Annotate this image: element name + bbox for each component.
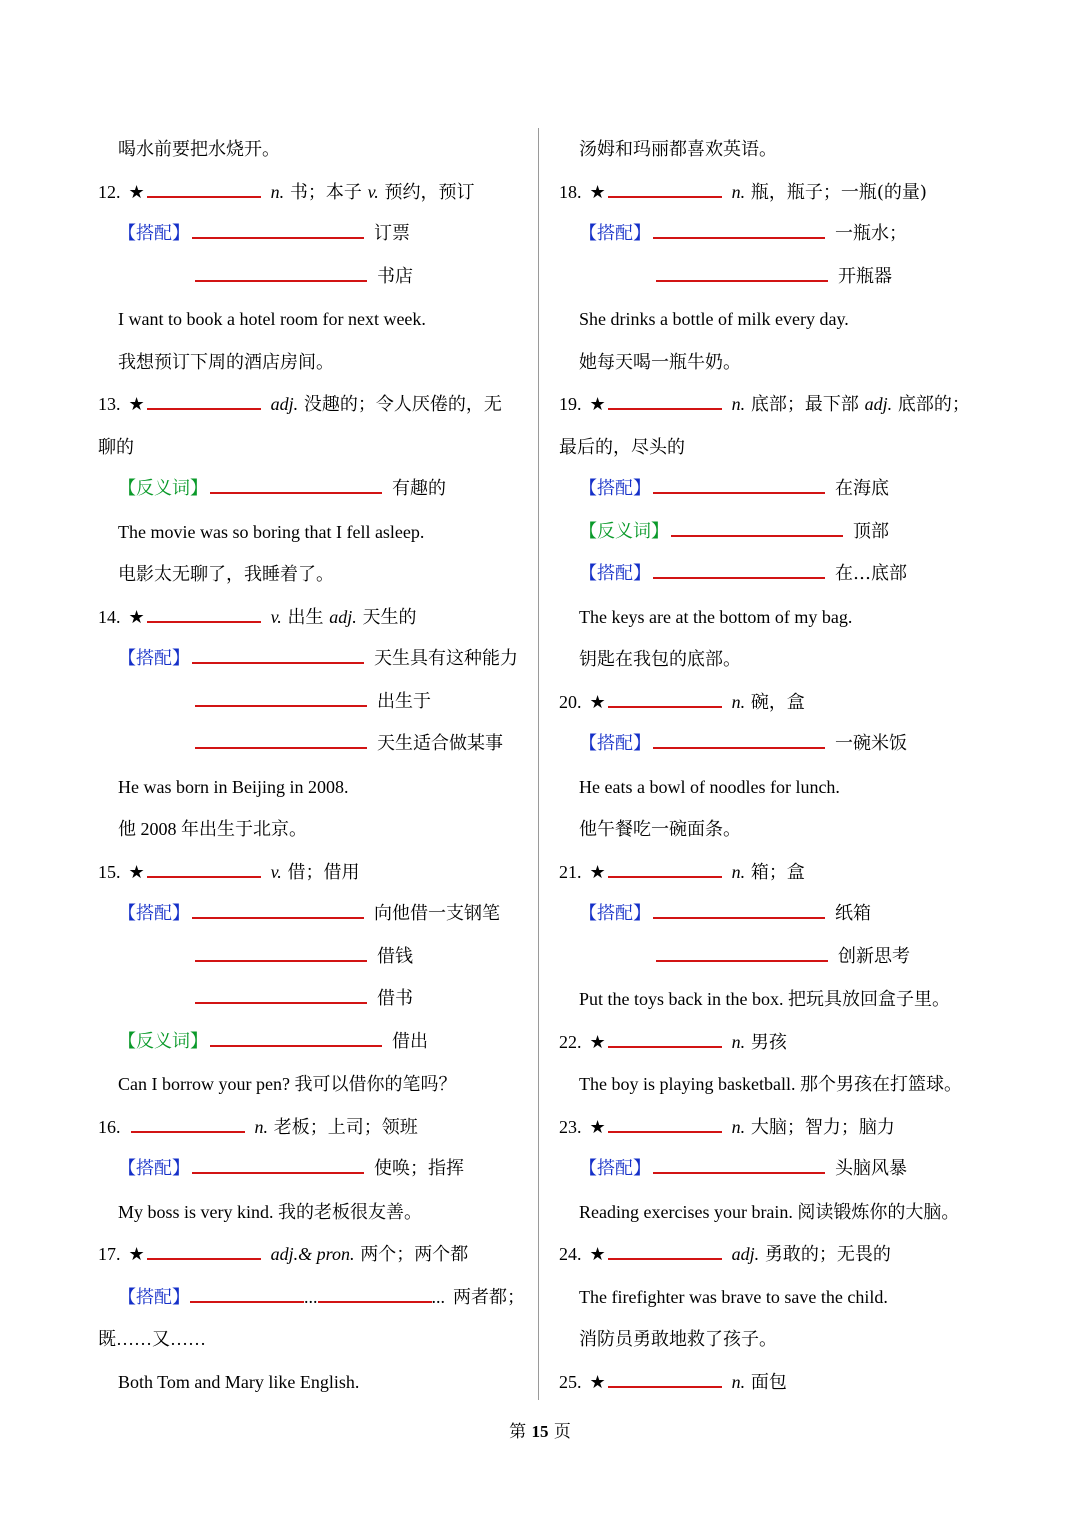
- entry-head: [559, 851, 999, 894]
- entry-head: [98, 851, 538, 894]
- text-line: [559, 1318, 999, 1361]
- ellipsis: ...: [304, 1286, 318, 1307]
- entry-head: [559, 383, 999, 426]
- part-of-speech: n.: [270, 181, 285, 202]
- left-column: [98, 128, 538, 1403]
- part-of-speech: adj.: [864, 394, 893, 414]
- meaning: 一瓶水；: [835, 223, 907, 244]
- text-line: [98, 426, 538, 469]
- collocation-line: [98, 1021, 538, 1064]
- part-of-speech: adj.: [731, 1244, 760, 1264]
- definition: 底部；最下部: [745, 394, 865, 415]
- word-blank[interactable]: [608, 858, 722, 878]
- meaning: 创新思考: [838, 945, 910, 967]
- star-icon: ★: [589, 394, 606, 415]
- word-blank[interactable]: [608, 688, 722, 708]
- entry-number: 15.: [98, 861, 121, 882]
- meaning: 出生于: [377, 690, 431, 712]
- text-line: [559, 298, 999, 341]
- collocation-tag: 【搭配】: [118, 648, 190, 669]
- line-text: Put the toys back in the box. 把玩具放回盒子里。: [579, 989, 950, 1009]
- meaning: 纸箱: [835, 903, 871, 924]
- collocation-line: [559, 1148, 999, 1191]
- definition: 书；本子: [284, 181, 368, 203]
- collocation-line: [98, 468, 538, 511]
- meaning: 一碗米饭: [835, 733, 907, 754]
- answer-blank[interactable]: [210, 1027, 382, 1047]
- line-text: My boss is very kind. 我的老板很友善。: [118, 1201, 423, 1222]
- text-line: [559, 426, 999, 469]
- text-line: [98, 808, 538, 851]
- star-icon: ★: [128, 861, 145, 883]
- collocation-line: [559, 723, 999, 766]
- meaning: 顶部: [853, 520, 889, 542]
- line-text: Both Tom and Mary like English.: [118, 1371, 360, 1392]
- entry-head: [98, 1106, 538, 1149]
- part-of-speech: n.: [254, 1116, 268, 1137]
- entry-number: 18.: [559, 181, 582, 202]
- entry-head: [98, 1233, 538, 1276]
- antonym-tag: 【反义词】: [118, 1030, 208, 1052]
- antonym-tag: 【反义词】: [118, 478, 208, 499]
- definition: 借；借用: [281, 861, 360, 883]
- answer-blank[interactable]: [195, 687, 367, 707]
- line-text: 聊的: [98, 436, 134, 457]
- star-icon: ★: [128, 394, 145, 415]
- meaning: 借出: [392, 1030, 428, 1052]
- word-blank[interactable]: [608, 1028, 722, 1048]
- line-text: The boy is playing basketball. 那个男孩在打篮球。: [579, 1074, 962, 1094]
- text-line: [559, 766, 999, 809]
- line-text: He eats a bowl of noodles for lunch.: [579, 776, 840, 797]
- answer-blank[interactable]: [192, 219, 364, 239]
- collocation-tag: 【搭配】: [579, 1158, 651, 1179]
- answer-blank[interactable]: [195, 984, 367, 1004]
- word-blank[interactable]: [608, 178, 722, 198]
- text-line: [98, 341, 538, 384]
- entry-head: [98, 171, 538, 214]
- star-icon: ★: [589, 1031, 606, 1053]
- meaning: 开瓶器: [838, 265, 892, 287]
- part-of-speech: v.: [367, 181, 379, 202]
- text-line: [98, 298, 538, 341]
- word-blank[interactable]: [147, 603, 261, 623]
- text-line: [98, 1063, 538, 1106]
- text-line: [98, 766, 538, 809]
- part-of-speech: n.: [731, 861, 746, 882]
- part-of-speech: n.: [731, 1116, 746, 1137]
- star-icon: ★: [589, 861, 606, 883]
- collocation-line: [559, 213, 999, 256]
- answer-blank[interactable]: [195, 262, 367, 282]
- collocation-line: [98, 638, 538, 681]
- collocation-line: [98, 681, 538, 724]
- line-text: He was born in Beijing in 2008.: [118, 776, 349, 797]
- meaning: 有趣的: [392, 478, 446, 499]
- word-blank[interactable]: [608, 1368, 722, 1388]
- meaning: 借书: [377, 988, 413, 1009]
- text-line: [559, 1276, 999, 1319]
- collocation-tag: 【搭配】: [579, 563, 651, 584]
- star-icon: ★: [589, 1116, 606, 1138]
- meaning: 使唤；指挥: [374, 1158, 464, 1179]
- word-blank[interactable]: [608, 1240, 722, 1260]
- meaning: 天生具有这种能力: [374, 648, 518, 669]
- part-of-speech: adj.& pron.: [270, 1244, 355, 1264]
- star-icon: ★: [128, 606, 145, 628]
- entry-number: 21.: [559, 861, 582, 882]
- line-text: 他 2008 年出生于北京。: [118, 819, 307, 839]
- definition: 天生的: [356, 606, 417, 628]
- antonym-tag: 【反义词】: [579, 520, 669, 542]
- line-text: 我想预订下周的酒店房间。: [118, 351, 334, 372]
- collocation-line: [98, 936, 538, 979]
- answer-blank[interactable]: [210, 474, 382, 494]
- collocation-tag: 【搭配】: [579, 903, 651, 924]
- entry-head: [559, 171, 999, 214]
- meaning: 两者都；: [453, 1286, 525, 1308]
- text-line: [559, 341, 999, 384]
- answer-blank[interactable]: [192, 899, 364, 919]
- text-line: [98, 511, 538, 554]
- text-line: [98, 1361, 538, 1404]
- entry-head: [559, 1106, 999, 1149]
- part-of-speech: n.: [731, 691, 746, 712]
- part-of-speech: n.: [731, 394, 746, 414]
- answer-blank[interactable]: [190, 1283, 304, 1303]
- collocation-line: [98, 213, 538, 256]
- star-icon: ★: [128, 1244, 145, 1265]
- column-divider: [538, 128, 539, 1400]
- collocation-tag: 【搭配】: [118, 903, 190, 924]
- answer-blank[interactable]: [318, 1283, 432, 1303]
- collocation-line: [559, 468, 999, 511]
- definition: 底部的；: [892, 394, 970, 415]
- text-line: [98, 1191, 538, 1234]
- line-text: 他午餐吃一碗面条。: [579, 819, 741, 839]
- collocation-tag: 【搭配】: [118, 1158, 190, 1179]
- part-of-speech: v.: [270, 606, 282, 627]
- collocation-tag: 【搭配】: [579, 733, 651, 754]
- line-text: 消防员勇敢地救了孩子。: [579, 1329, 777, 1349]
- answer-blank[interactable]: [653, 729, 825, 749]
- line-text: 电影太无聊了，我睡着了。: [118, 564, 334, 584]
- entry-head: [559, 1021, 999, 1064]
- star-icon: ★: [128, 181, 145, 203]
- meaning: 在…底部: [835, 563, 907, 584]
- entry-number: 13.: [98, 394, 121, 414]
- collocation-line: [98, 723, 538, 766]
- text-line: [559, 808, 999, 851]
- part-of-speech: n.: [731, 1371, 746, 1392]
- definition: 碗，盒: [745, 691, 805, 713]
- right-column: [559, 128, 999, 1403]
- meaning: 在海底: [835, 478, 889, 499]
- line-text: She drinks a bottle of milk every day.: [579, 309, 849, 329]
- entry-number: 25.: [559, 1371, 582, 1392]
- definition: 两个；两个都: [354, 1244, 469, 1265]
- definition: 老板；上司；领班: [268, 1116, 418, 1138]
- meaning: 天生适合做某事: [377, 733, 503, 754]
- text-line: [559, 638, 999, 681]
- answer-blank[interactable]: [653, 474, 825, 494]
- line-text: I want to book a hotel room for next week.: [118, 309, 426, 329]
- entry-head: [98, 383, 538, 426]
- answer-blank[interactable]: [653, 559, 825, 579]
- collocation-line: [559, 553, 999, 596]
- entry-number: 20.: [559, 691, 582, 712]
- word-blank[interactable]: [147, 390, 261, 410]
- collocation-line: [559, 256, 999, 299]
- word-blank[interactable]: [147, 1240, 261, 1260]
- collocation-line: [98, 256, 538, 299]
- star-icon: ★: [589, 691, 606, 713]
- answer-blank[interactable]: [192, 644, 364, 664]
- collocation-line: [98, 1276, 538, 1319]
- entry-number: 17.: [98, 1244, 121, 1264]
- line-text: 汤姆和玛丽都喜欢英语。: [579, 139, 777, 159]
- page-number: 15: [531, 1422, 549, 1441]
- part-of-speech: n.: [731, 181, 746, 202]
- definition: 出生: [281, 606, 330, 628]
- entry-head: [559, 1361, 999, 1404]
- text-line: [559, 1191, 999, 1234]
- collocation-tag: 【搭配】: [118, 223, 190, 244]
- definition: 大脑；智力；脑力: [745, 1116, 895, 1138]
- footer-suffix: 页: [553, 1422, 571, 1442]
- entry-head: [559, 681, 999, 724]
- collocation-tag: 【搭配】: [579, 478, 651, 499]
- part-of-speech: adj.: [270, 394, 299, 414]
- answer-blank[interactable]: [656, 942, 828, 962]
- line-text: 钥匙在我包的底部。: [579, 649, 741, 669]
- line-text: The movie was so boring that I fell asleep.: [118, 521, 425, 542]
- entry-number: 14.: [98, 606, 121, 627]
- definition: 男孩: [745, 1031, 787, 1053]
- word-blank[interactable]: [608, 390, 722, 410]
- footer-prefix: 第: [509, 1422, 527, 1442]
- entry-head: [98, 596, 538, 639]
- collocation-line: [559, 893, 999, 936]
- text-line: [559, 1063, 999, 1106]
- collocation-line: [98, 893, 538, 936]
- text-line: [98, 1318, 538, 1361]
- definition: 瓶，瓶子；一瓶(的量): [745, 181, 927, 203]
- meaning: 订票: [374, 223, 410, 244]
- text-line: [98, 128, 538, 171]
- definition: 勇敢的；无畏的: [759, 1244, 891, 1265]
- line-text: Reading exercises your brain. 阅读锻炼你的大脑。: [579, 1201, 960, 1222]
- text-line: [559, 128, 999, 171]
- answer-blank[interactable]: [671, 517, 843, 537]
- page-footer: [0, 1417, 1080, 1442]
- part-of-speech: n.: [731, 1031, 746, 1052]
- answer-blank[interactable]: [656, 262, 828, 282]
- word-blank[interactable]: [147, 858, 261, 878]
- collocation-line: [559, 936, 999, 979]
- line-text: 她每天喝一瓶牛奶。: [579, 351, 741, 372]
- meaning: 书店: [377, 265, 413, 287]
- collocation-line: [98, 978, 538, 1021]
- entry-number: 12.: [98, 181, 121, 202]
- line-text: 喝水前要把水烧开。: [118, 139, 280, 159]
- word-blank[interactable]: [131, 1113, 245, 1133]
- definition: 预约，预订: [378, 181, 475, 203]
- line-text: The keys are at the bottom of my bag.: [579, 606, 853, 627]
- definition: 没趣的；令人厌倦的，无: [298, 394, 502, 415]
- entry-number: 24.: [559, 1244, 582, 1264]
- star-icon: ★: [589, 1244, 606, 1265]
- part-of-speech: v.: [270, 861, 282, 882]
- text-line: [98, 553, 538, 596]
- star-icon: ★: [589, 181, 606, 203]
- entry-number: 23.: [559, 1116, 582, 1137]
- meaning: 向他借一支钢笔: [374, 903, 500, 924]
- star-icon: ★: [589, 1371, 606, 1393]
- entry-number: 16.: [98, 1116, 121, 1137]
- meaning: 借钱: [377, 945, 413, 967]
- word-blank[interactable]: [147, 178, 261, 198]
- collocation-line: [559, 511, 999, 554]
- definition: 箱；盒: [745, 861, 805, 883]
- word-blank[interactable]: [608, 1113, 722, 1133]
- answer-blank[interactable]: [653, 219, 825, 239]
- line-text: 既……又……: [98, 1329, 206, 1349]
- text-line: [559, 978, 999, 1021]
- collocation-line: [98, 1148, 538, 1191]
- ellipsis: ...: [431, 1286, 445, 1307]
- text-line: [559, 596, 999, 639]
- part-of-speech: adj.: [329, 606, 357, 627]
- answer-blank[interactable]: [653, 899, 825, 919]
- line-text: Can I borrow your pen? 我可以借你的笔吗？: [118, 1074, 457, 1094]
- meaning: 头脑风暴: [835, 1158, 907, 1179]
- line-text: 最后的，尽头的: [559, 436, 685, 457]
- answer-blank[interactable]: [653, 1154, 825, 1174]
- answer-blank[interactable]: [195, 942, 367, 962]
- answer-blank[interactable]: [192, 1154, 364, 1174]
- entry-number: 19.: [559, 394, 582, 414]
- line-text: The firefighter was brave to save the child.: [579, 1286, 888, 1307]
- collocation-tag: 【搭配】: [579, 223, 651, 244]
- definition: 面包: [745, 1371, 787, 1393]
- entry-head: [559, 1233, 999, 1276]
- entry-number: 22.: [559, 1031, 582, 1052]
- answer-blank[interactable]: [195, 729, 367, 749]
- collocation-tag: 【搭配】: [118, 1286, 190, 1308]
